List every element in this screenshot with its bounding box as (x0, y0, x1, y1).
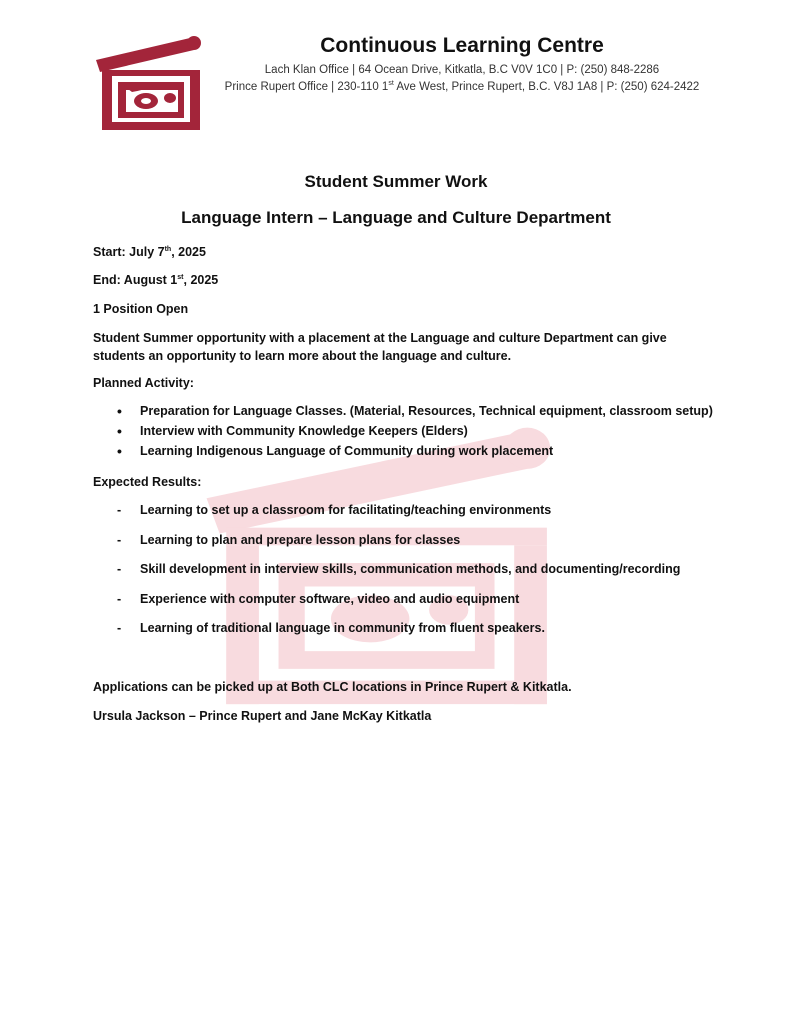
address-line-kitkatla: Lach Klan Office | 64 Ocean Drive, Kitkatla, B.C V0V 1C0 | P: (250) 848-2286 (264, 64, 660, 76)
positions-open: 1 Position Open (93, 302, 189, 316)
start-sup: th (164, 245, 172, 253)
applications-note: Applications can be picked up at Both CLC locations in Prince Rupert & Kitkatla. (93, 680, 572, 694)
document-subtitle: Language Intern – Language and Culture Department (181, 208, 611, 227)
list-item: - Skill development in interview skills, communication methods, and documenting/recording (117, 562, 680, 592)
list-item: - Learning to plan and prepare lesson plans for classes (117, 533, 680, 563)
list-item: • Preparation for Language Classes. (Material, Resources, Technical equipment, classroom setup) (117, 404, 713, 424)
addr2-post: Ave West, Prince Rupert, B.C. V8J 1A8 | P: (250) 624-2422 (393, 81, 700, 93)
end-sup: st (177, 273, 184, 281)
contacts-note: Ursula Jackson – Prince Rupert and Jane McKay Kitkatla (93, 709, 432, 723)
expected-results-heading: Expected Results: (93, 475, 202, 489)
org-name: Continuous Learning Centre (320, 34, 604, 57)
addr2-sup: st (388, 80, 394, 88)
end-pre: August 1 (120, 273, 178, 287)
expected-results-list (117, 503, 680, 651)
start-pre: July 7 (125, 245, 165, 259)
list-item: • Learning Indigenous Language of Community during work placement (117, 444, 713, 464)
planned-activity-heading: Planned Activity: (93, 376, 194, 390)
start-post: , 2025 (171, 245, 206, 259)
addr2-pre: Prince Rupert Office | 230-110 1 (224, 81, 389, 93)
document-title: Student Summer Work (304, 172, 488, 191)
list-item: - Experience with computer software, video and audio equipment (117, 592, 680, 622)
list-item: • Interview with Community Knowledge Keepers (Elders) (117, 424, 713, 444)
end-label: End: (93, 273, 121, 287)
start-date (93, 245, 206, 259)
end-date (93, 273, 218, 287)
intro-paragraph: Student Summer opportunity with a placement at the Language and culture Department can give students an opportunity to learn more about the language and culture. (93, 331, 667, 363)
start-label: Start: (93, 245, 126, 259)
list-item: - Learning to set up a classroom for facilitating/teaching environments (117, 503, 680, 533)
list-item: - Learning of traditional language in community from fluent speakers. (117, 621, 680, 651)
end-post: , 2025 (183, 273, 219, 287)
planned-activity-list (117, 404, 713, 464)
address-line-prince-rupert (0, 81, 792, 93)
